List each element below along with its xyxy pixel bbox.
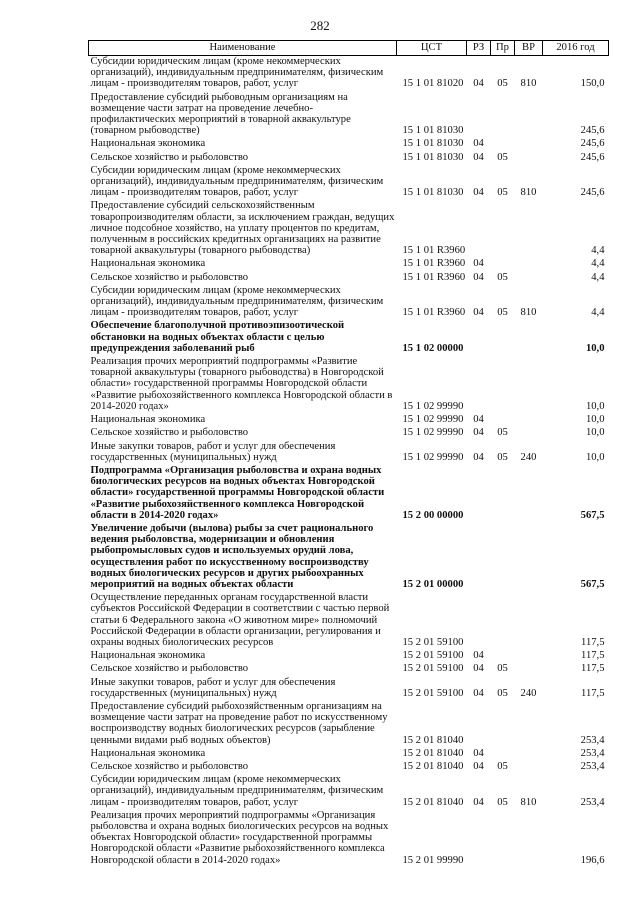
cell-rz: 04	[473, 747, 484, 759]
table-row	[89, 592, 609, 650]
cell-name: Предоставление субсидий рыбохозяйственным организациям на возмещение части затрат на проведение работ по искусственному воспроизводству водных биологических ресурсов (зарыбление ценными видами рыб водных объектов)	[90, 700, 388, 746]
cell-rz	[467, 92, 491, 139]
cell-cst: 15 2 00 00000	[402, 509, 464, 521]
table-row	[89, 810, 609, 868]
table-row	[89, 427, 609, 440]
cell-val: 4,4	[591, 271, 605, 283]
cell-rz: 04	[473, 796, 484, 808]
table-row	[89, 523, 609, 592]
cell-cst: 15 1 01 R3960	[402, 258, 466, 270]
cell-vr	[515, 320, 543, 356]
cell-pr: 05	[497, 307, 508, 319]
cell-rz: 04	[473, 663, 484, 675]
table-row	[89, 650, 609, 663]
cell-pr	[491, 414, 515, 427]
cell-rz: 04	[473, 760, 484, 772]
table-row	[89, 701, 609, 748]
cell-cst: 15 2 01 81040	[402, 747, 464, 759]
table-row	[89, 272, 609, 285]
table-row	[89, 441, 609, 465]
header-name: Наименование	[89, 41, 397, 56]
cell-pr: 05	[497, 663, 508, 675]
cell-cst: 15 1 01 81030	[402, 187, 464, 199]
cell-val: 10,0	[585, 342, 605, 354]
table-row	[89, 677, 609, 701]
cell-pr	[491, 465, 515, 523]
cell-name: Субсидии юридическим лицам (кроме некоммерческих организаций), индивидуальным предпринимателям, физическим лицам - производителям товаров, работ, услуг	[90, 164, 384, 199]
cell-name: Предоставление субсидий рыбоводным организациям на возмещение части затрат на проведение лечебно-профилактических мероприятий в товарной аквакультуре (товарном рыбоводстве)	[90, 91, 351, 137]
cell-val: 196,6	[580, 854, 605, 866]
cell-name: Реализация прочих мероприятий подпрограммы «Организация рыболовства и охрана водных биологических ресурсов на водных объектах Новгородской области» государственной программы Новгородской области «Развитие рыбохозяйственного комплекса Новгородской области в 2014-2020 годах»	[90, 809, 389, 866]
cell-cst: 15 2 01 00000	[402, 578, 464, 590]
cell-cst: 15 1 01 81030	[402, 138, 464, 150]
cell-rz	[467, 523, 491, 592]
cell-name: Сельское хозяйство и рыболовство	[90, 271, 249, 283]
cell-cst: 15 1 02 00000	[402, 342, 464, 354]
cell-cst: 15 1 01 81030	[402, 125, 464, 137]
cell-name: Национальная экономика	[90, 258, 206, 270]
cell-rz: 04	[473, 187, 484, 199]
table-row	[89, 663, 609, 676]
table-row	[89, 92, 609, 139]
cell-name: Иные закупки товаров, работ и услуг для обеспечения государственных (муниципальных) нужд	[90, 440, 336, 463]
cell-name: Национальная экономика	[90, 650, 206, 662]
cell-val: 117,5	[581, 636, 605, 648]
page-number: 282	[310, 18, 330, 33]
cell-rz: 04	[473, 258, 484, 270]
header-vr: ВР	[515, 41, 543, 56]
budget-table	[88, 40, 609, 868]
cell-vr	[515, 138, 543, 151]
cell-vr	[515, 523, 543, 592]
header-rz: РЗ	[467, 41, 491, 56]
cell-pr	[491, 592, 515, 650]
cell-pr	[491, 200, 515, 258]
cell-pr: 05	[497, 760, 508, 772]
cell-rz	[467, 465, 491, 523]
cell-rz: 04	[473, 271, 484, 283]
cell-cst: 15 2 01 81040	[402, 760, 464, 772]
cell-rz	[467, 320, 491, 356]
cell-cst: 15 2 01 81040	[402, 734, 464, 746]
cell-name: Сельское хозяйство и рыболовство	[90, 151, 249, 163]
cell-val: 10,0	[585, 400, 605, 412]
cell-pr: 05	[497, 796, 508, 808]
cell-val: 150,0	[580, 78, 605, 90]
cell-name: Подпрограмма «Организация рыболовства и охрана водных биологических ресурсов на водных объектах Новгородской области» государственной программы Новгородской области «Развитие рыбохозяйственного комплекса Новгородской области в 2014-2020 годах»	[90, 464, 385, 521]
cell-name: Сельское хозяйство и рыболовство	[90, 760, 249, 772]
cell-name: Иные закупки товаров, работ и услуг для обеспечения государственных (муниципальных) нужд	[90, 676, 336, 699]
table-row	[89, 320, 609, 356]
cell-rz	[467, 701, 491, 748]
cell-pr: 05	[497, 271, 508, 283]
cell-cst: 15 2 01 59100	[402, 650, 464, 662]
cell-cst: 15 1 02 99990	[402, 400, 464, 412]
table-row	[89, 774, 609, 810]
cell-pr: 05	[497, 451, 508, 463]
cell-cst: 15 1 01 81030	[402, 151, 464, 163]
cell-pr	[491, 320, 515, 356]
cell-vr	[515, 650, 543, 663]
cell-pr	[491, 138, 515, 151]
table-body	[89, 56, 609, 868]
cell-pr: 05	[497, 187, 508, 199]
cell-val: 117,5	[581, 650, 605, 662]
table-row	[89, 356, 609, 414]
cell-rz: 04	[473, 414, 484, 426]
cell-cst: 15 1 01 R3960	[402, 307, 466, 319]
cell-name: Осуществление переданных органам государственной власти субъектов Российской Федерации в соответствии с частью первой статьи 6 Федерального закона «О животном мире» полномочий Российской Федерации в области организации, регулирования и охраны водных биологических ресурсов	[90, 592, 390, 648]
cell-pr	[491, 523, 515, 592]
header-pr: Пр	[491, 41, 515, 56]
cell-pr: 05	[497, 151, 508, 163]
cell-val: 10,0	[585, 451, 605, 463]
cell-rz: 04	[473, 687, 484, 699]
cell-vr: 810	[520, 78, 537, 90]
cell-name: Сельское хозяйство и рыболовство	[90, 427, 249, 439]
cell-vr: 810	[520, 796, 537, 808]
cell-rz	[467, 810, 491, 868]
cell-val: 245,6	[580, 187, 605, 199]
cell-name: Национальная экономика	[90, 138, 206, 150]
table-row	[89, 165, 609, 201]
cell-rz	[467, 356, 491, 414]
header-year: 2016 год	[543, 41, 609, 56]
cell-rz: 04	[473, 151, 484, 163]
table-row	[89, 761, 609, 774]
cell-pr: 05	[497, 687, 508, 699]
cell-val: 253,4	[580, 734, 605, 746]
cell-cst: 15 1 01 81020	[402, 78, 464, 90]
cell-val: 10,0	[585, 427, 605, 439]
cell-vr	[515, 258, 543, 271]
table-row	[89, 748, 609, 761]
cell-val: 567,5	[580, 578, 605, 590]
cell-rz: 04	[473, 307, 484, 319]
cell-val: 253,4	[580, 760, 605, 772]
cell-vr: 240	[520, 687, 537, 699]
cell-val: 4,4	[591, 258, 605, 270]
cell-vr	[515, 701, 543, 748]
cell-name: Национальная экономика	[90, 747, 206, 759]
cell-rz: 04	[473, 138, 484, 150]
cell-vr	[515, 748, 543, 761]
cell-vr	[515, 356, 543, 414]
cell-vr	[515, 592, 543, 650]
cell-val: 4,4	[591, 245, 605, 257]
cell-cst: 15 1 01 R3960	[402, 271, 466, 283]
table-row	[89, 138, 609, 151]
cell-val: 117,5	[581, 663, 605, 675]
cell-val: 245,6	[580, 125, 605, 137]
cell-cst: 15 2 01 59100	[402, 687, 464, 699]
cell-rz: 04	[473, 650, 484, 662]
cell-vr	[515, 810, 543, 868]
cell-cst: 15 2 01 59100	[402, 636, 464, 648]
cell-rz: 04	[473, 451, 484, 463]
cell-name: Национальная экономика	[90, 414, 206, 426]
cell-vr	[515, 427, 543, 440]
cell-cst: 15 1 02 99990	[402, 427, 464, 439]
cell-vr	[515, 272, 543, 285]
cell-pr	[491, 92, 515, 139]
cell-name: Субсидии юридическим лицам (кроме некоммерческих организаций), индивидуальным предпринимателям, физическим лицам - производителям товаров, работ, услуг	[90, 774, 384, 808]
table-row	[89, 56, 609, 92]
cell-vr	[515, 200, 543, 258]
cell-cst: 15 2 01 59100	[402, 663, 464, 675]
cell-val: 117,5	[581, 687, 605, 699]
cell-name: Предоставление субсидий сельскохозяйственным товаропроизводителям области, за исключением граждан, ведущих личное подсобное хозяйство, на уплату процентов по кредитам, полученным в российских кредитных организациях на развитие товарной аквакультуры (товарного рыбоводства)	[90, 200, 395, 257]
cell-pr	[491, 258, 515, 271]
table-row	[89, 152, 609, 165]
cell-vr: 810	[520, 307, 537, 319]
cell-vr	[515, 414, 543, 427]
cell-cst: 15 2 01 99990	[402, 854, 464, 866]
cell-val: 4,4	[591, 307, 605, 319]
table-row	[89, 258, 609, 271]
cell-cst: 15 2 01 81040	[402, 796, 464, 808]
table-row	[89, 200, 609, 258]
cell-cst: 15 1 01 R3960	[402, 245, 466, 257]
header-cst: ЦСТ	[397, 41, 467, 56]
cell-vr	[515, 92, 543, 139]
cell-cst: 15 1 02 99990	[402, 451, 464, 463]
cell-pr	[491, 701, 515, 748]
cell-val: 245,6	[580, 138, 605, 150]
cell-pr: 05	[497, 78, 508, 90]
table-row	[89, 465, 609, 523]
cell-cst: 15 1 02 99990	[402, 414, 464, 426]
cell-val: 253,4	[580, 747, 605, 759]
cell-vr: 810	[520, 187, 537, 199]
table-header-row	[89, 41, 609, 56]
cell-vr	[515, 663, 543, 676]
cell-vr	[515, 152, 543, 165]
cell-rz: 04	[473, 78, 484, 90]
table-row	[89, 285, 609, 321]
cell-name: Сельское хозяйство и рыболовство	[90, 663, 249, 675]
cell-rz: 04	[473, 427, 484, 439]
cell-pr	[491, 748, 515, 761]
cell-rz	[467, 592, 491, 650]
cell-pr	[491, 650, 515, 663]
table-row	[89, 414, 609, 427]
cell-pr	[491, 810, 515, 868]
cell-name: Субсидии юридическим лицам (кроме некоммерческих организаций), индивидуальным предпринимателям, физическим лицам - производителям товаров, работ, услуг	[90, 284, 384, 319]
cell-name: Увеличение добычи (вылова) рыбы за счет рационального ведения рыболовства, модернизации и обновления рыбопромысловых судов и используемых орудий лова, осуществления работ по искусственному воспроизводству водных биологических ресурсов и других рыбоохранных мероприятий на водных объектах области	[90, 522, 374, 590]
cell-vr: 240	[520, 451, 537, 463]
cell-pr	[491, 356, 515, 414]
cell-vr	[515, 761, 543, 774]
cell-val: 245,6	[580, 151, 605, 163]
cell-vr	[515, 465, 543, 523]
cell-name: Реализация прочих мероприятий подпрограммы «Развитие товарной аквакультуры (товарного рыбоводства) в Новгородской области» государственной программы Новгородской области «Развитие рыбохозяйственного комплекса Новгородской области в 2014-2020 годах»	[90, 356, 393, 412]
cell-val: 567,5	[580, 509, 605, 521]
cell-val: 10,0	[585, 414, 605, 426]
cell-rz	[467, 200, 491, 258]
cell-val: 253,4	[580, 796, 605, 808]
cell-name: Субсидии юридическим лицам (кроме некоммерческих организаций), индивидуальным предпринимателям, физическим лицам - производителям товаров, работ, услуг	[90, 56, 384, 90]
cell-name: Обеспечение благополучной противоэпизоотической обстановки на водных объектах области с целью предупреждения заболеваний рыб	[90, 320, 345, 354]
cell-pr: 05	[497, 427, 508, 439]
